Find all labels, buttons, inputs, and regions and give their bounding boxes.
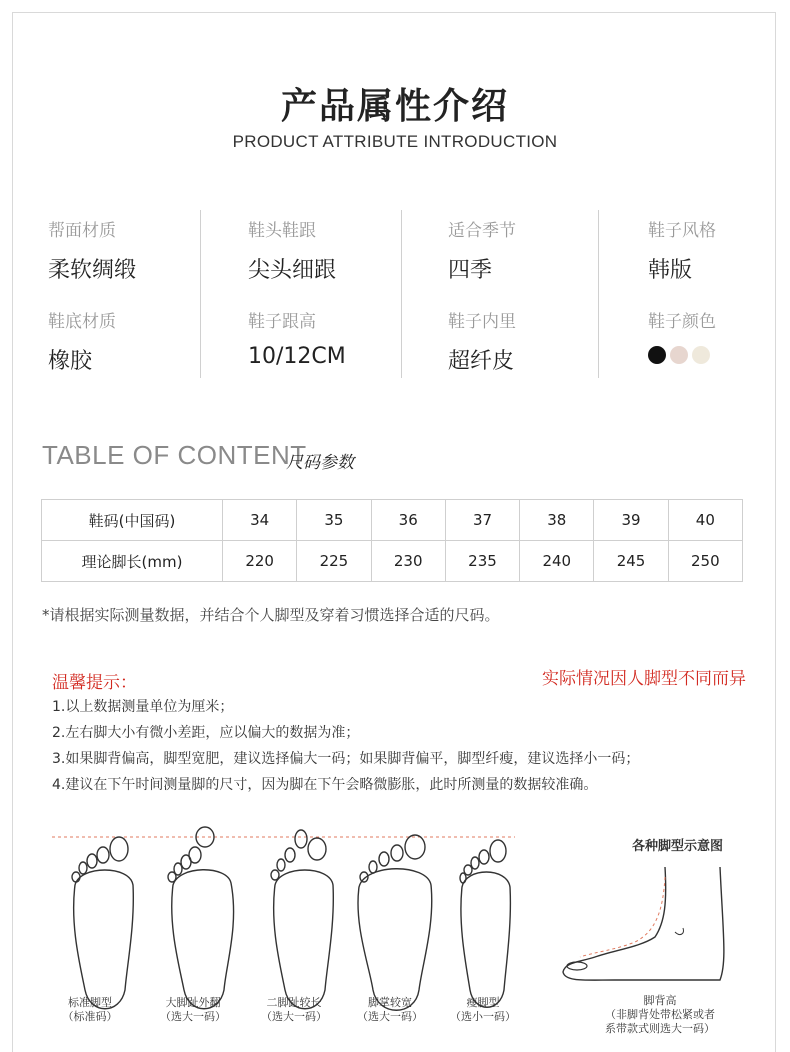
foot-label-standard	[45, 996, 135, 1024]
table-cell: 225	[297, 541, 371, 582]
attr-style	[648, 216, 790, 284]
side-foot-icon	[555, 862, 745, 987]
foot-thin-icon	[460, 840, 510, 1007]
tip-item: 1.以上数据测量单位为厘米；	[52, 699, 234, 715]
table-cell: 245	[594, 541, 668, 582]
side-label-line: 系带款式则选大一码）	[605, 1022, 715, 1035]
attr-label: 鞋子风格	[648, 221, 716, 241]
color-swatch-beige[interactable]	[692, 346, 710, 364]
attr-value: 超纤皮	[448, 349, 515, 374]
foot-name: 脚掌较宽	[368, 996, 412, 1009]
attr-value: 10/12CM	[248, 344, 346, 369]
page-subtitle: PRODUCT ATTRIBUTE INTRODUCTION	[232, 132, 558, 151]
table-cell: 34	[223, 500, 297, 541]
side-foot-title: 各种脚型示意图	[632, 839, 724, 854]
tips-list	[52, 694, 639, 798]
table-cell: 37	[445, 500, 519, 541]
attr-season	[448, 216, 628, 284]
attr-value: 四季	[448, 258, 493, 283]
table-row-length	[42, 541, 743, 582]
attr-upper-material	[48, 216, 228, 284]
side-label-line: （非脚背处带松紧或者	[605, 1008, 715, 1021]
table-cell: 38	[520, 500, 594, 541]
table-cell: 35	[297, 500, 371, 541]
attr-label: 鞋子颜色	[648, 312, 716, 332]
tip-item: 3.如果脚背偏高，脚型宽肥，建议选择偏大一码；如果脚背偏平，脚型纤瘦，建议选择小一码；	[52, 751, 640, 767]
table-cell: 40	[668, 500, 742, 541]
foot-name: 标准脚型	[68, 996, 112, 1009]
attr-label: 鞋底材质	[48, 312, 116, 332]
tips-title: 温馨提示：	[52, 673, 137, 693]
side-foot-label	[585, 994, 735, 1036]
foot-standard-icon	[72, 837, 133, 1009]
attr-label: 鞋头鞋跟	[248, 221, 316, 241]
foot-name: 大脚趾外翻	[165, 996, 221, 1009]
row-header: 理论脚长(mm)	[42, 541, 223, 582]
table-cell: 250	[668, 541, 742, 582]
attr-value: 韩版	[648, 258, 693, 283]
attr-label: 鞋子跟高	[248, 312, 316, 332]
page-title: 产品属性介绍	[280, 86, 509, 127]
attr-color	[648, 307, 790, 364]
toc-subheading: 尺码参数	[286, 453, 354, 473]
tip-item: 4.建议在下午时间测量脚的尺寸，因为脚在下午会略微膨胀，此时所测量的数据较准确。	[52, 777, 598, 793]
color-swatch-pink[interactable]	[670, 346, 688, 364]
table-cell: 230	[371, 541, 445, 582]
foot-label-wide	[345, 996, 435, 1024]
table-cell: 39	[594, 500, 668, 541]
table-cell: 220	[223, 541, 297, 582]
foot-label-bunion	[148, 996, 238, 1024]
foot-note: （选大一码）	[357, 1010, 423, 1023]
attr-value: 柔软绸缎	[48, 258, 137, 283]
attr-label: 适合季节	[448, 221, 516, 241]
foot-label-long-toe	[249, 996, 339, 1024]
size-table	[41, 499, 743, 582]
attr-label: 鞋子内里	[448, 312, 516, 332]
attr-label: 帮面材质	[48, 221, 116, 241]
foot-long-second-toe-icon	[271, 830, 333, 1009]
tips-disclaimer: 实际情况因人脚型不同而异	[542, 669, 746, 689]
foot-wide-icon	[358, 835, 432, 1010]
attr-lining	[448, 307, 628, 375]
foot-name: 二脚趾较长	[266, 996, 322, 1009]
color-swatches	[648, 346, 790, 364]
tip-item: 2.左右脚大小有微小差距，应以偏大的数据为准；	[52, 725, 360, 741]
divider	[401, 210, 402, 378]
foot-bunion-icon	[168, 827, 234, 1009]
table-cell: 36	[371, 500, 445, 541]
color-swatch-black[interactable]	[648, 346, 666, 364]
foot-name: 瘦脚型	[466, 996, 500, 1009]
size-note: *请根据实际测量数据，并结合个人脚型及穿着习惯选择合适的尺码。	[42, 606, 500, 624]
attr-value: 橡胶	[48, 349, 93, 374]
foot-note: （选大一码）	[160, 1010, 226, 1023]
table-cell: 235	[445, 541, 519, 582]
table-row-size	[42, 500, 743, 541]
attr-sole-material	[48, 307, 228, 375]
foot-note: （标准码）	[62, 1010, 118, 1023]
divider	[200, 210, 201, 378]
toc-heading: TABLE OF CONTENT	[42, 440, 307, 470]
foot-note: （选小一码）	[450, 1010, 516, 1023]
table-cell: 240	[520, 541, 594, 582]
foot-label-thin	[438, 996, 528, 1024]
row-header: 鞋码(中国码)	[42, 500, 223, 541]
attr-value: 尖头细跟	[248, 258, 337, 283]
foot-note: （选大一码）	[261, 1010, 327, 1023]
divider	[598, 210, 599, 378]
side-label-line: 脚背高	[643, 994, 677, 1007]
